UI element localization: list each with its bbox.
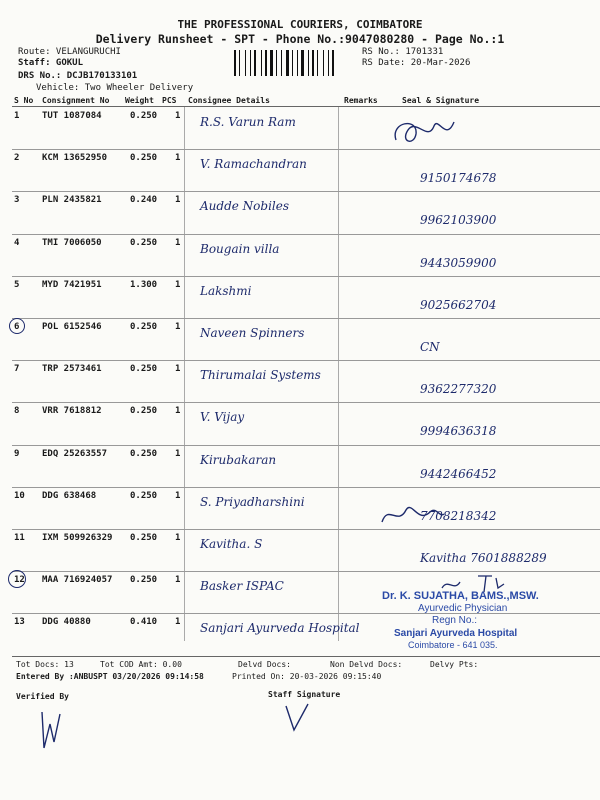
verifier-signature-icon [36,708,66,752]
row-consignment: DDG 40880 [42,617,91,628]
row-weight: 0.250 [130,448,158,459]
row-consignment: TMI 7006050 [42,237,102,248]
row-weight: 0.250 [130,406,158,417]
row-consignment: MAA 716924057 [42,575,113,586]
barcode [234,50,358,76]
row-pcs: 1 [175,111,181,121]
row-consignee: V. Vijay [200,410,245,425]
row-divider [12,529,600,530]
row-sno: 7 [14,364,20,375]
remarks-divider [338,107,339,641]
drs-label: DRS No.: DCJB170133101 [18,71,138,81]
row-consignment: POL 6152546 [42,322,102,332]
staff-label: Staff: GOKUL [18,58,84,68]
row-weight: 0.250 [130,575,158,586]
route-label: Route: VELANGURUCHI [18,47,121,57]
row-consignee: Kavitha. S [200,537,263,551]
delvd-docs: Delvd Docs: [238,660,291,669]
tot-docs: Tot Docs: 13 [16,660,74,669]
row-consignee: Thirumalai Systems [200,368,321,383]
header-divider [12,106,600,107]
row-sno: 2 [14,153,20,164]
vehicle-label: Vehicle: Two Wheeler Delivery [36,83,194,93]
circle-mark-icon [8,570,26,588]
row-divider [12,191,600,192]
row-consignee: V. Ramachandran [200,157,307,172]
row-consignee: S. Priyadharshini [200,494,305,509]
row-consignment: KCM 13652950 [42,153,108,164]
row-weight: 0.250 [130,364,158,375]
row-sno: 6 [14,322,20,332]
row-pcs: 1 [175,533,181,543]
row-pcs: 1 [175,279,181,290]
row-divider [12,571,600,572]
row-divider [12,149,600,150]
row-divider [12,487,600,488]
row-divider [12,318,600,319]
row-signature: 9442466452 [420,466,497,481]
row-consignment: MYD 7421951 [42,279,102,290]
row-weight: 0.250 [130,153,158,164]
row-sno: 12 [14,575,25,586]
row-consignment: TUT 1087084 [42,111,102,121]
row-weight: 0.250 [130,490,158,501]
row-sno: 13 [14,617,25,628]
row-divider [12,445,600,446]
row-signature: Kavitha 7601888289 [420,551,547,565]
runsheet-subtitle: Delivery Runsheet - SPT - Phone No.:9047080280 - Page No.:1 [95,32,505,46]
row-consignee: Naveen Spinners [200,326,305,340]
row-consignee: Kirubakaran [200,452,277,467]
tot-cod: Tot COD Amt: 0.00 [100,660,182,669]
row-consignment: DDG 638468 [42,490,97,501]
row-sno: 1 [14,111,20,121]
rs-date: RS Date: 20-Mar-2026 [362,58,471,68]
row-pcs: 1 [175,364,181,375]
col-pcs: PCS [162,96,177,105]
col-consignee: Consignee Details [188,96,270,105]
row-signature: 9150174678 [420,171,497,186]
circle-mark-icon [9,318,25,334]
row-sno: 5 [14,279,20,290]
row-sno: 3 [14,195,20,206]
stamp-name: Dr. K. SUJATHA, BAMS.,MSW. [382,590,539,602]
row-sno: 4 [14,237,20,248]
row-consignment: TRP 2573461 [42,364,102,375]
row-pcs: 1 [175,406,181,417]
staff-signature-icon [282,702,312,734]
row-signature: 7708218342 [420,508,497,523]
stamp-city: Coimbatore - 641 035. [408,640,498,650]
col-seal: Seal & Signature [402,96,480,105]
col-consignment: Consignment No [42,96,110,105]
row-sno: 9 [14,448,20,459]
verified-by: Verified By [16,692,69,701]
row-signature: 9443059900 [420,255,497,270]
row-signature: CN [420,340,440,354]
company-title: THE PROFESSIONAL COURIERS, COIMBATORE [177,18,423,31]
entered-by: Entered By :ANBUSPT 03/20/2026 09:14:58 [16,672,204,681]
row-pcs: 1 [175,195,181,206]
row-pcs: 1 [175,153,181,164]
row-consignee: R.S. Varun Ram [200,115,296,129]
row-pcs: 1 [175,575,181,586]
row-consignment: IXM 509926329 [42,533,113,543]
row-consignee: Lakshmi [200,283,252,298]
col-weight: Weight [125,96,154,105]
row-divider [12,402,600,403]
stamp-title: Ayurvedic Physician [418,603,508,614]
row-sno: 8 [14,406,20,417]
row-weight: 0.410 [130,617,158,628]
row-divider [12,276,600,277]
row-signature: 9962103900 [420,213,497,228]
signature-scribble-icon [378,500,448,530]
row-consignee: Bougain villa [200,241,280,256]
row-weight: 0.250 [130,237,158,248]
row-signature: 9994636318 [420,424,497,439]
row-weight: 0.240 [130,195,158,206]
row-signature: 9362277320 [420,382,497,397]
row-pcs: 1 [175,448,181,459]
rs-number: RS No.: 1701331 [362,47,444,57]
consignee-divider [184,107,185,641]
stamp-reg: Regn No.: [432,615,478,626]
row-weight: 0.250 [130,322,158,332]
col-sno: S No [14,96,34,105]
row-consignee: Sanjari Ayurveda Hospital [200,621,360,636]
row-consignment: VRR 7618812 [42,406,102,417]
row-pcs: 1 [175,490,181,501]
row-sno: 10 [14,490,25,501]
row-divider [12,234,600,235]
row-divider [12,360,600,361]
row-sno: 11 [14,533,25,543]
delvy-pts: Delvy Pts: [430,660,479,669]
col-remarks: Remarks [344,96,378,105]
staff-signature-label: Staff Signature [268,690,341,699]
row-consignment: PLN 2435821 [42,195,102,206]
row-consignment: EDQ 25263557 [42,448,108,459]
non-delvd-docs: Non Delvd Docs: [330,660,403,669]
row-signature: 9025662704 [420,297,497,312]
printed-on: Printed On: 20-03-2026 09:15:40 [232,672,382,681]
row-weight: 0.250 [130,111,158,121]
stamp-hospital: Sanjari Ayurveda Hospital [394,628,518,639]
row-consignee: Audde Nobiles [200,199,290,214]
row-consignee: Basker ISPAC [200,579,284,594]
row-pcs: 1 [175,322,181,332]
row-pcs: 1 [175,237,181,248]
row-divider [12,613,600,614]
footer-divider [12,656,600,657]
signature-scribble-icon [388,112,468,152]
row-pcs: 1 [175,617,181,628]
row-weight: 1.300 [130,279,158,290]
row-weight: 0.250 [130,533,158,543]
